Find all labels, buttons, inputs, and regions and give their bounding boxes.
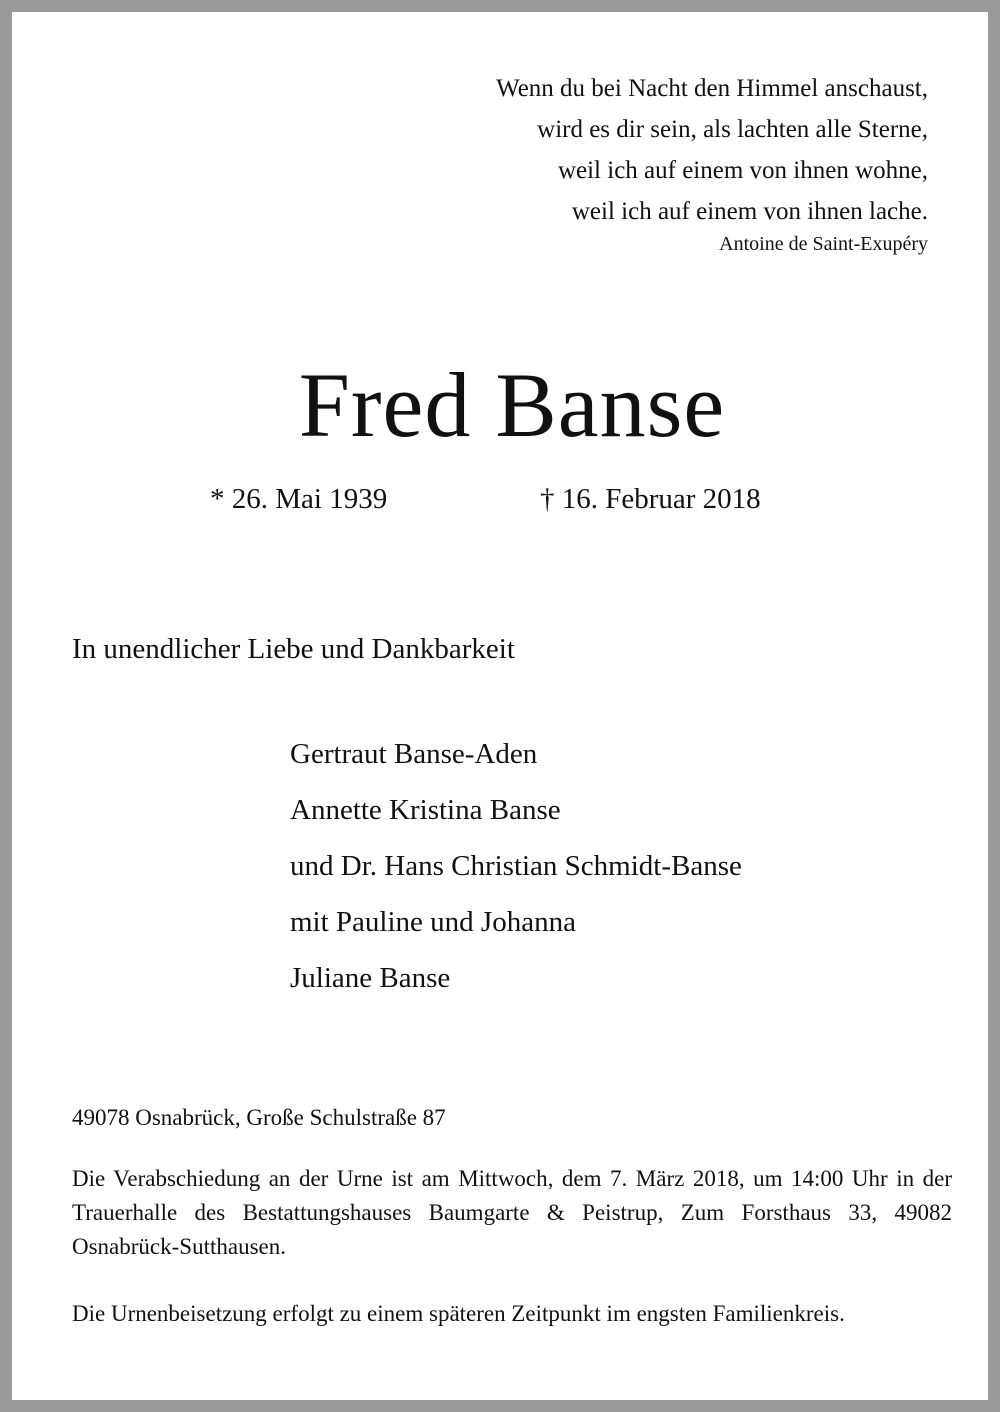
mourner-name: Annette Kristina Banse	[290, 794, 561, 826]
quote-line: Wenn du bei Nacht den Himmel anschaust,	[496, 75, 928, 102]
deceased-name: Fred Banse	[298, 354, 726, 456]
birth-date: * 26. Mai 1939	[210, 483, 388, 515]
quote-line: wird es dir sein, als lachten alle Sterne,	[537, 116, 928, 143]
dedication-text: In unendlicher Liebe und Dankbarkeit	[72, 633, 515, 665]
burial-paragraph: Die Urnenbeisetzung erfolgt zu einem späteren Zeitpunkt im engsten Familienkreis.	[72, 1301, 845, 1326]
mourner-name: mit Pauline und Johanna	[290, 906, 576, 938]
mourner-name: und Dr. Hans Christian Schmidt-Banse	[290, 850, 742, 882]
mourner-name: Gertraut Banse-Aden	[290, 738, 538, 770]
mourner-name: Juliane Banse	[290, 962, 451, 994]
farewell-paragraph: Die Verabschiedung an der Urne ist am Mittwoch, dem 7. März 2018, um 14:00 Uhr in der Trauerhalle des Bestattungshauses Baumgarte & Peistrup, Zum Forsthaus 33, 49082 Osnabrück-Sutthausen.	[72, 1166, 952, 1259]
family-address: 49078 Osnabrück, Große Schulstraße 87	[72, 1105, 446, 1130]
death-date: † 16. Februar 2018	[540, 483, 761, 515]
quote-line: weil ich auf einem von ihnen wohne,	[557, 157, 928, 184]
quote	[496, 68, 928, 232]
quote-line: weil ich auf einem von ihnen lache.	[571, 198, 928, 225]
quote-author: Antoine de Saint-Exupéry	[719, 233, 928, 255]
mourners-list	[290, 730, 742, 1010]
